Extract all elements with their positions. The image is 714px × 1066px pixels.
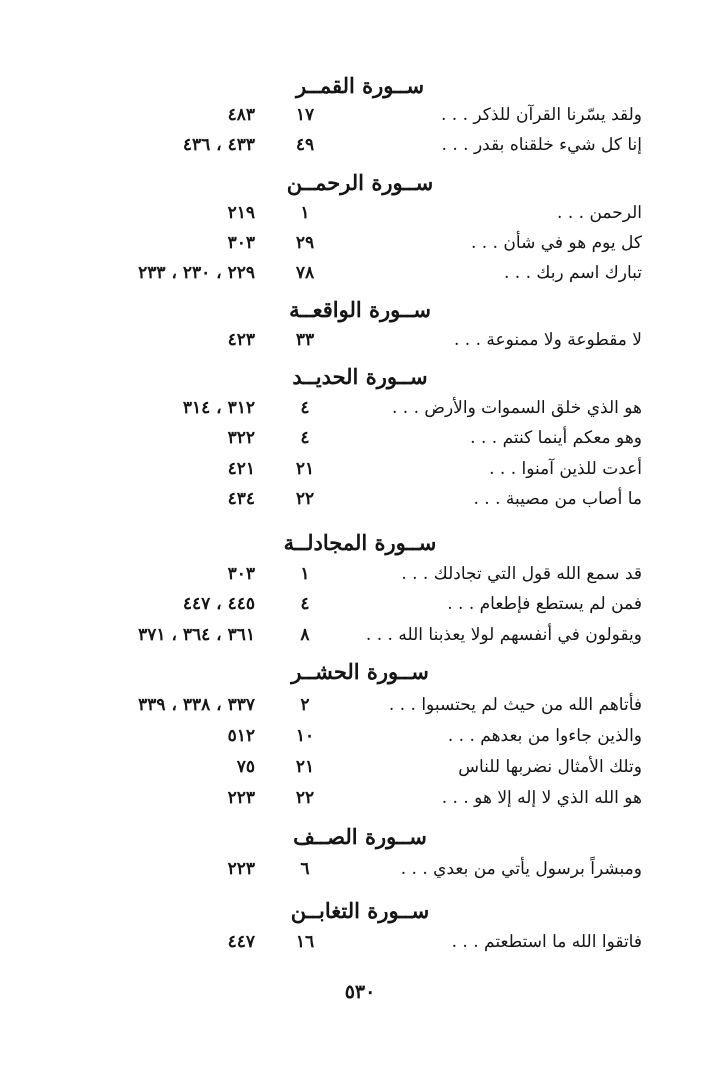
verse-excerpt: فأتاهم الله من حيث لم يحتسبوا . . . — [388, 695, 642, 715]
index-entry — [0, 485, 714, 513]
verse-excerpt: وهو معكم أينما كنتم . . . — [470, 428, 642, 448]
page-references: ٥١٢ — [227, 726, 255, 746]
index-entry — [0, 928, 714, 956]
verse-excerpt: ما أصاب من مصيبة . . . — [473, 489, 642, 509]
index-entry — [0, 753, 714, 781]
ayah-number: ٢٢ — [295, 788, 315, 808]
surah-heading: ســورة الواقعــة — [289, 297, 431, 322]
ayah-number: ١ — [300, 203, 310, 223]
index-entry — [0, 722, 714, 750]
verse-excerpt: أعدت للذين آمنوا . . . — [489, 459, 642, 479]
page-references: ٤٤٥ ، ٤٤٧ — [182, 594, 255, 614]
ayah-number: ٤٩ — [295, 135, 315, 155]
page-references: ٣٢٢ — [227, 428, 255, 448]
verse-excerpt: كل يوم هو في شأن . . . — [471, 233, 642, 253]
index-entry — [0, 590, 714, 618]
ayah-number: ٢١ — [295, 757, 315, 777]
ayah-number: ٢٢ — [295, 489, 315, 509]
ayah-number: ٢٩ — [295, 233, 315, 253]
ayah-number: ٢ — [300, 695, 310, 715]
surah-heading: ســورة الرحمــن — [286, 170, 434, 195]
page-references: ٤٨٣ — [227, 105, 255, 125]
verse-excerpt: ومبشراً برسول يأتي من بعدي . . . — [400, 859, 642, 879]
page-references: ٢٢٣ — [227, 859, 255, 879]
page-references: ٤٤٧ — [227, 932, 255, 952]
surah-heading: ســورة التغابــن — [290, 898, 430, 923]
ayah-number: ٣٣ — [295, 330, 315, 350]
index-entry — [0, 229, 714, 257]
verse-excerpt: ويقولون في أنفسهم لولا يعذبنا الله . . . — [365, 625, 642, 645]
verse-excerpt: فاتقوا الله ما استطعتم . . . — [451, 932, 642, 952]
index-entry — [0, 560, 714, 588]
ayah-number: ١٧ — [295, 105, 315, 125]
page-references: ٣٠٣ — [227, 564, 255, 584]
index-entry — [0, 131, 714, 159]
index-entry — [0, 394, 714, 422]
verse-excerpt: لا مقطوعة ولا ممنوعة . . . — [453, 330, 642, 350]
surah-heading: ســورة الحديــد — [292, 364, 428, 389]
page-references: ٧٥ — [236, 757, 255, 777]
ayah-number: ٤ — [300, 594, 310, 614]
ayah-number: ٨ — [300, 625, 310, 645]
index-entry — [0, 101, 714, 129]
surah-heading: ســورة الحشــر — [291, 659, 429, 684]
verse-excerpt: وتلك الأمثال نضربها للناس — [458, 757, 642, 777]
page-references: ٤٣٤ — [227, 489, 255, 509]
index-entry — [0, 784, 714, 812]
page-references: ٣١٢ ، ٣١٤ — [182, 398, 255, 418]
surah-heading: ســورة القمــر — [295, 73, 425, 98]
index-entry — [0, 259, 714, 287]
index-entry — [0, 691, 714, 719]
verse-excerpt: تبارك اسم ربك . . . — [503, 263, 642, 283]
index-entry — [0, 621, 714, 649]
ayah-number: ٤ — [300, 428, 310, 448]
ayah-number: ٧٨ — [295, 263, 315, 283]
surah-heading: ســورة الصــف — [293, 824, 427, 849]
verse-excerpt: إنا كل شيء خلقناه بقدر . . . — [441, 135, 642, 155]
surah-heading: ســورة المجادلــة — [283, 530, 437, 555]
verse-excerpt: الرحمن . . . — [557, 203, 642, 223]
ayah-number: ١٦ — [295, 932, 315, 952]
index-entry — [0, 424, 714, 452]
verse-excerpt: فمن لم يستطع فإطعام . . . — [447, 594, 642, 614]
verse-excerpt: قد سمع الله قول التي تجادلك . . . — [401, 564, 642, 584]
index-entry — [0, 455, 714, 483]
page-references: ٤٢٣ — [227, 330, 255, 350]
page-references: ٣٠٣ — [227, 233, 255, 253]
ayah-number: ٢١ — [295, 459, 315, 479]
index-entry — [0, 199, 714, 227]
index-entry — [0, 326, 714, 354]
verse-excerpt: هو الله الذي لا إله إلا هو . . . — [441, 788, 642, 808]
ayah-number: ١٠ — [295, 726, 315, 746]
page-references: ٢٢٣ — [227, 788, 255, 808]
index-entry — [0, 855, 714, 883]
ayah-number: ٦ — [300, 859, 310, 879]
ayah-number: ٤ — [300, 398, 310, 418]
page-references: ٢٢٩ ، ٢٣٠ ، ٢٣٣ — [138, 263, 255, 283]
page-references: ٣٣٧ ، ٣٣٨ ، ٣٣٩ — [138, 695, 255, 715]
ayah-number: ١ — [300, 564, 310, 584]
page-references: ٤٢١ — [227, 459, 255, 479]
verse-excerpt: والذين جاءوا من بعدهم . . . — [447, 726, 642, 746]
page-references: ٣٦١ ، ٣٦٤ ، ٣٧١ — [138, 625, 255, 645]
page-references: ٤٣٣ ، ٤٣٦ — [182, 135, 255, 155]
page-references: ٢١٩ — [227, 203, 255, 223]
verse-excerpt: ولقد يسّرنا القرآن للذكر . . . — [440, 105, 642, 125]
verse-excerpt: هو الذي خلق السموات والأرض . . . — [391, 398, 642, 418]
page-number: ٥٣٠ — [344, 981, 376, 1003]
